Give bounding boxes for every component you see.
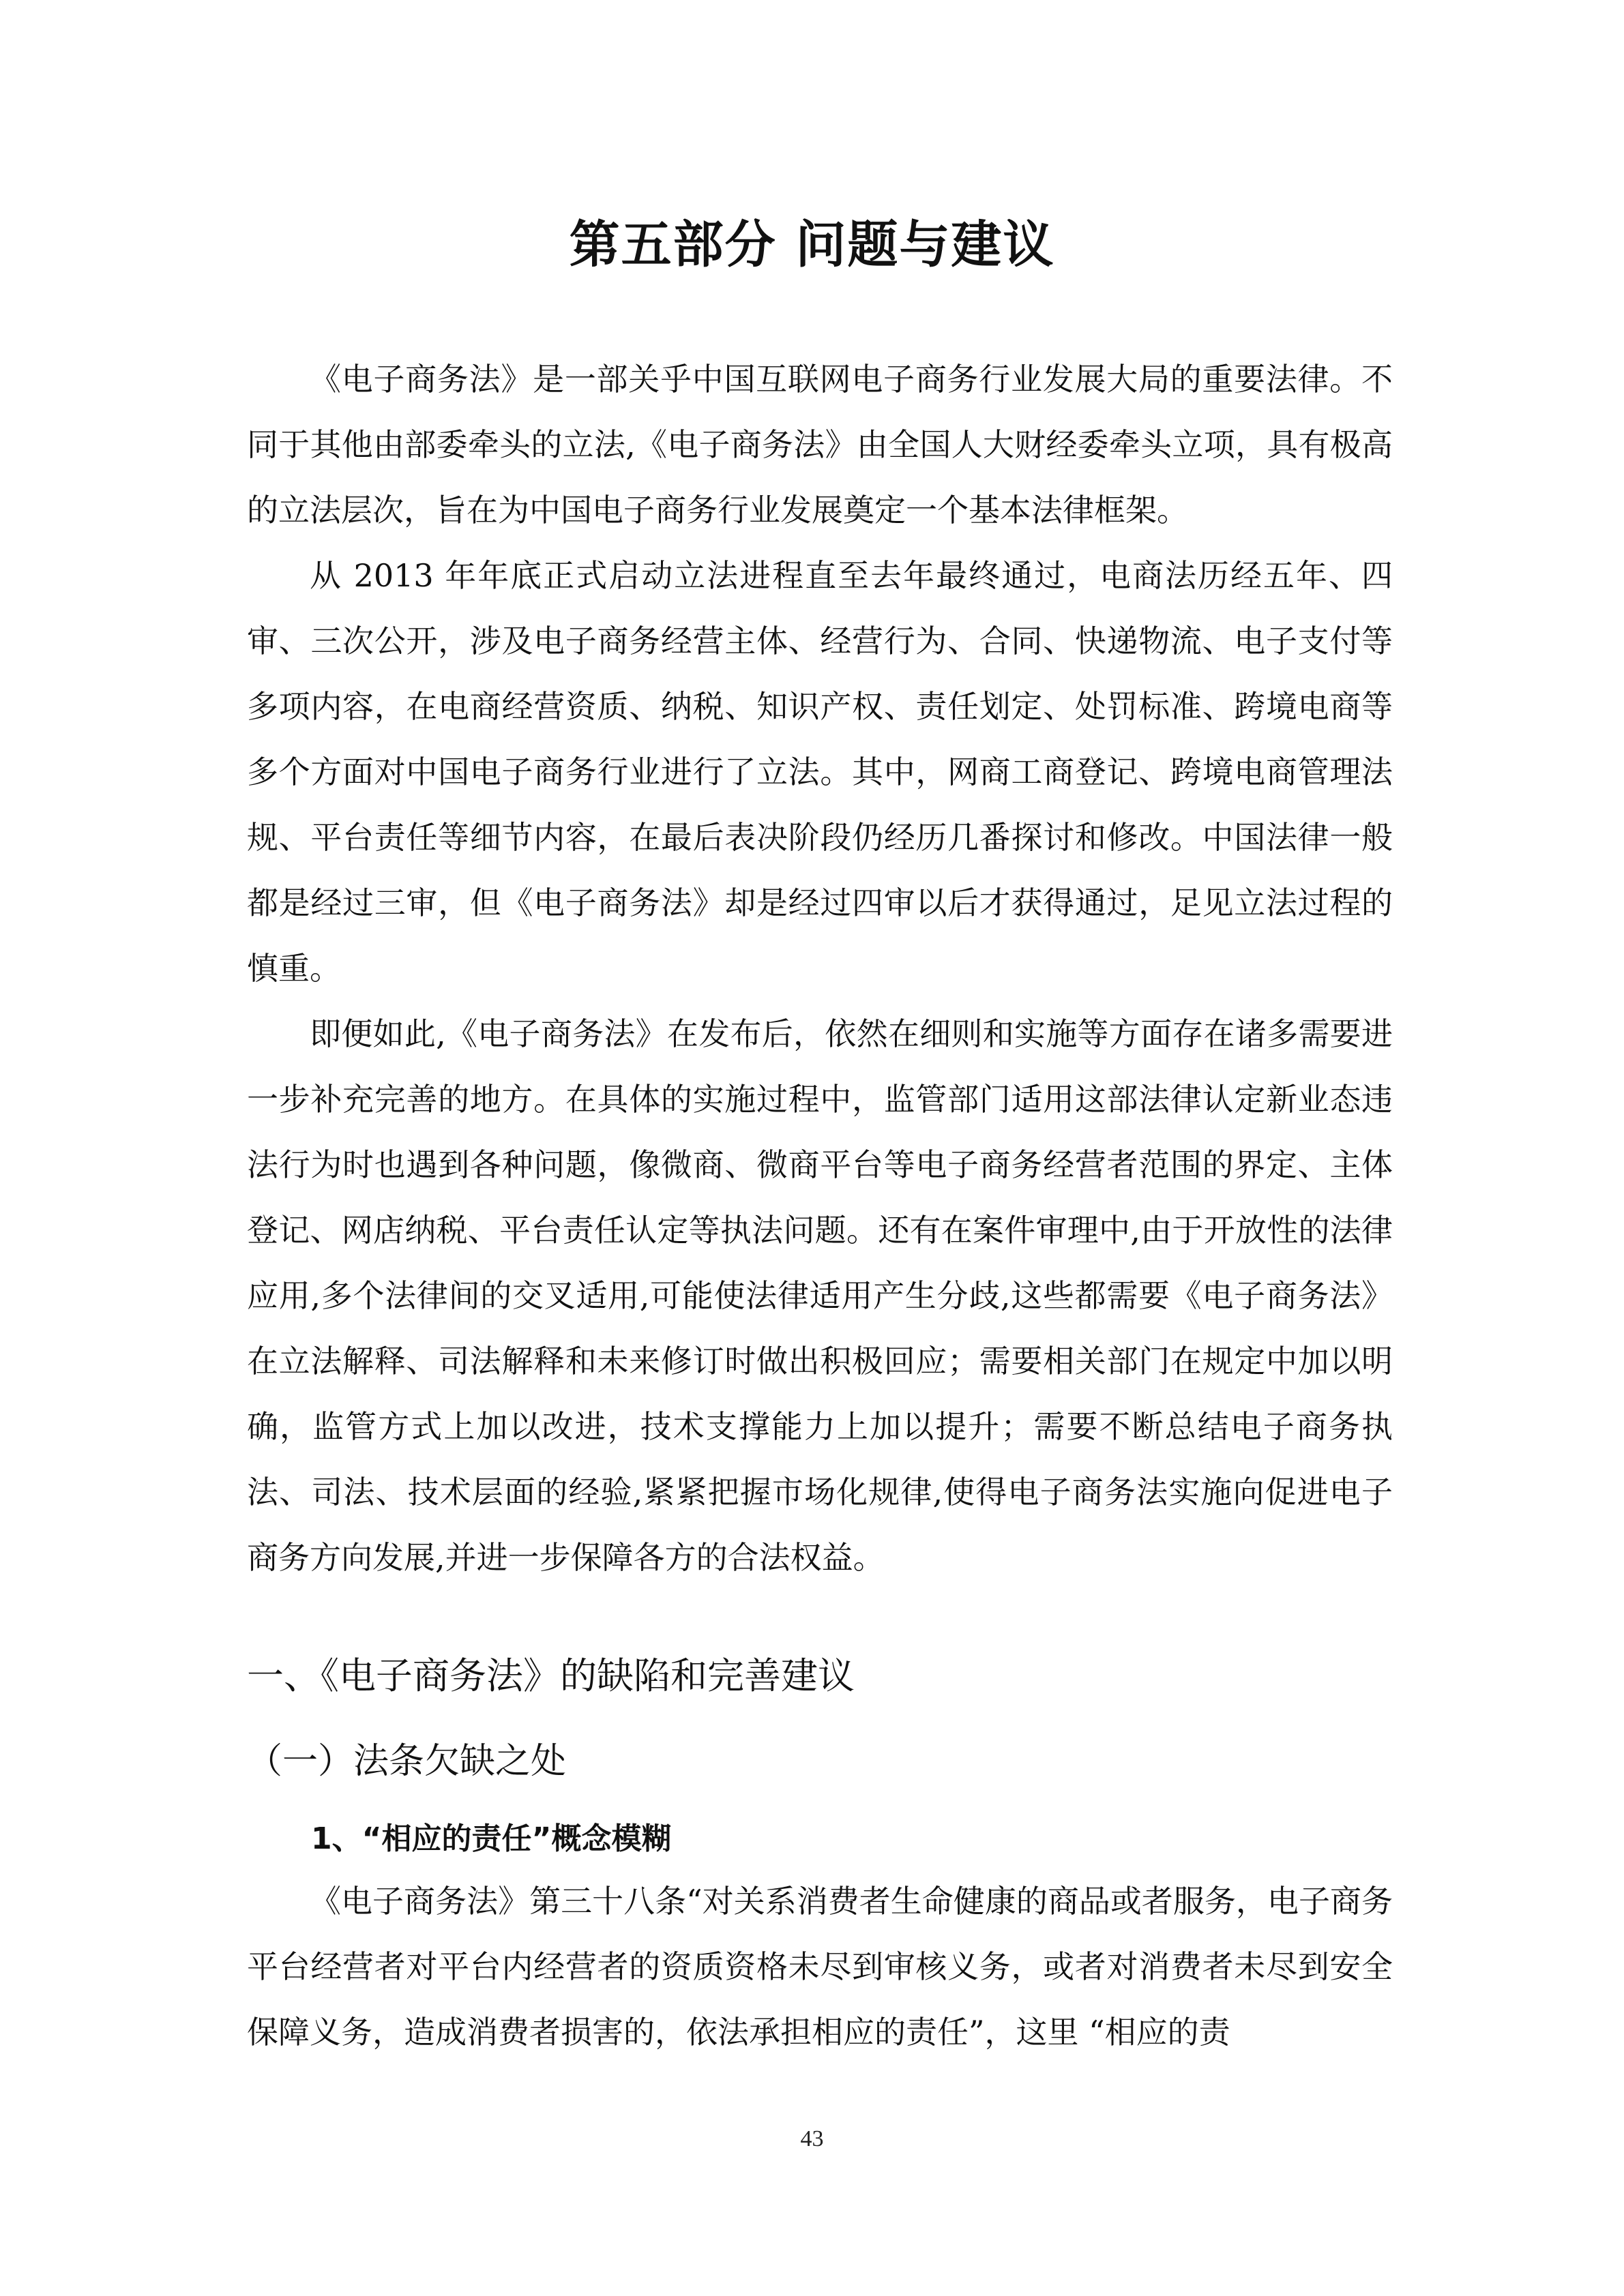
intro-paragraph-3: 即便如此,《电子商务法》在发布后，依然在细则和实施等方面存在诸多需要进一步补充完善的地方。在具体的实施过程中，监管部门适用这部法律认定新业态违法行为时也遇到各种问题，像微商、微商平台等电子商务经营者范围的界定、主体登记、网店纳税、平台责任认定等执法问题。还有在案件审理中,由于开放性的法律应用,多个法律间的交叉适用,可能使法律适用产生分歧,这些都需要《电子商务法》在立法解释、司法解释和未来修订时做出积极回应；需要相关部门在规定中加以明确，监管方式上加以改进，技术支撑能力上加以提升；需要不断总结电子商务执法、司法、技术层面的经验,紧紧把握市场化规律,使得电子商务法实施向促进电子商务方向发展,并进一步保障各方的合法权益。: [247, 1015, 1393, 1576]
item-heading: 1、“相应的责任”概念模糊: [311, 1821, 672, 1856]
subsection-heading: （一）法条欠缺之处: [247, 1741, 567, 1782]
page-number: 43: [800, 2126, 824, 2151]
item-text: [247, 1868, 1393, 2065]
intro-paragraph-2: 从 2013 年年底正式启动立法进程直至去年最终通过，电商法历经五年、四审、三次公开，涉及电子商务经营主体、经营行为、合同、快递物流、电子支付等多项内容，在电商经营资质、纳税、知识产权、责任划定、处罚标准、跨境电商等多个方面对中国电子商务行业进行了立法。其中，网商工商登记、跨境电商管理法规、平台责任等细节内容，在最后表决阶段仍经历几番探讨和修改。中国法律一般都是经过三审，但《电子商务法》却是经过四审以后才获得通过，足见立法过程的慎重。: [247, 557, 1393, 987]
item-paragraph: 《电子商务法》第三十八条“对关系消费者生命健康的商品或者服务，电子商务平台经营者对平台内经营者的资质资格未尽到审核义务，或者对消费者未尽到安全保障义务，造成消费者损害的，依法承担相应的责任”，这里 “相应的责: [247, 1883, 1393, 2051]
intro-text: [247, 346, 1393, 1590]
page-title: 第五部分 问题与建议: [569, 215, 1055, 274]
section-heading: 一、《电子商务法》的缺陷和完善建议: [247, 1654, 855, 1697]
intro-paragraph-1: 《电子商务法》是一部关乎中国互联网电子商务行业发展大局的重要法律。不同于其他由部委牵头的立法,《电子商务法》由全国人大财经委牵头立项，具有极高的立法层次，旨在为中国电子商务行业发展奠定一个基本法律框架。: [247, 361, 1393, 528]
